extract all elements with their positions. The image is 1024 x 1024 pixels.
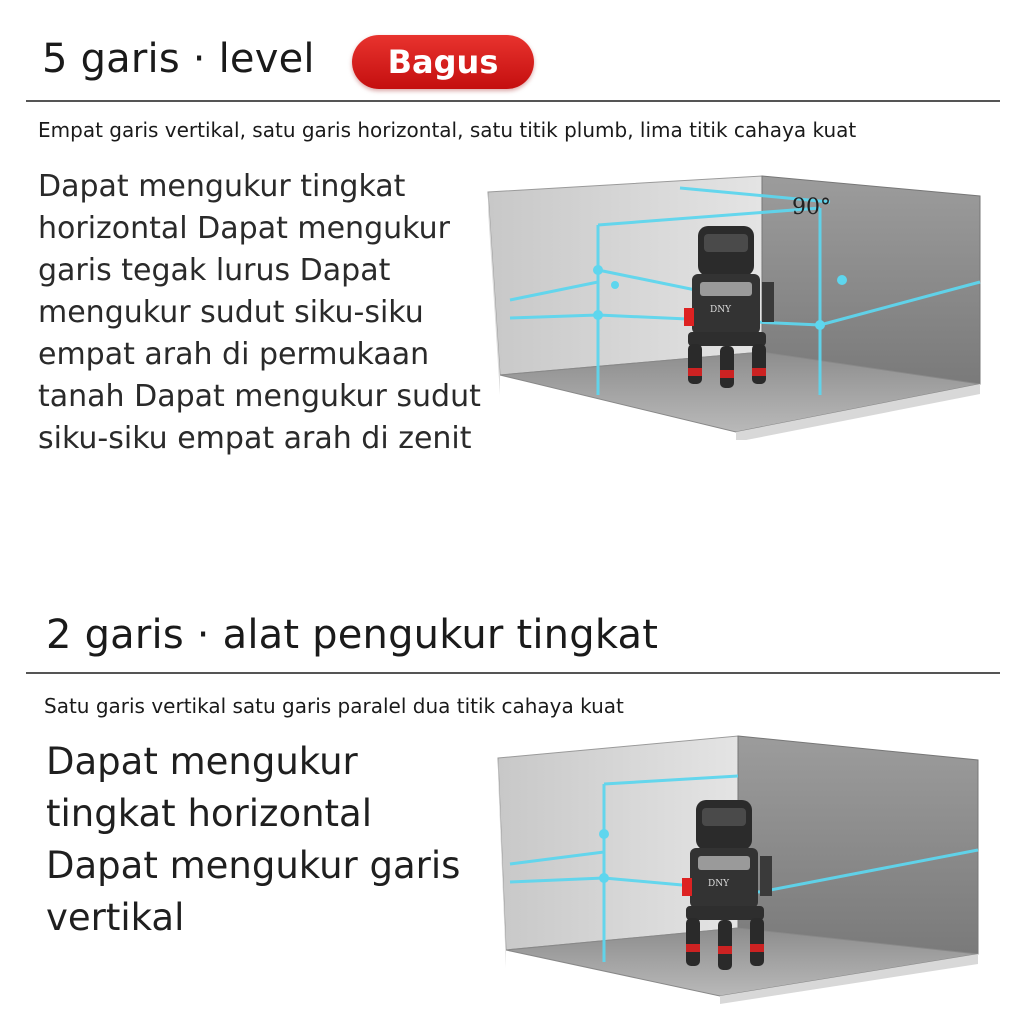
section1-subtitle: Empat garis vertikal, satu garis horizontal, satu titik plumb, lima titik cahaya kuat: [38, 118, 857, 142]
section2-divider: [26, 672, 1000, 674]
section1-description: Dapat mengukur tingkat horizontal Dapat mengukur garis tegak lurus Dapat mengukur sudut siku-siku empat arah di permukaan tanah Dapat mengukur sudut siku-siku empat arah di zenit: [38, 169, 481, 456]
two-line-level-illustration: [490, 732, 990, 1004]
section1-title: 5 garis · level: [42, 36, 315, 82]
quality-badge: Bagus: [352, 35, 534, 89]
five-line-level-illustration: [480, 170, 990, 440]
section2-subtitle: Satu garis vertikal satu garis paralel dua titik cahaya kuat: [44, 694, 624, 718]
section2-title: 2 garis · alat pengukur tingkat: [46, 612, 659, 658]
svg-text:DNY: DNY: [710, 305, 732, 315]
room-back-wall: [738, 736, 978, 954]
section1-divider: [26, 100, 1000, 102]
svg-text:DNY: DNY: [708, 879, 730, 889]
angle-label: 90°: [792, 195, 831, 220]
section2-description: Dapat mengukur tingkat horizontal Dapat mengukur garis vertikal: [46, 740, 461, 939]
